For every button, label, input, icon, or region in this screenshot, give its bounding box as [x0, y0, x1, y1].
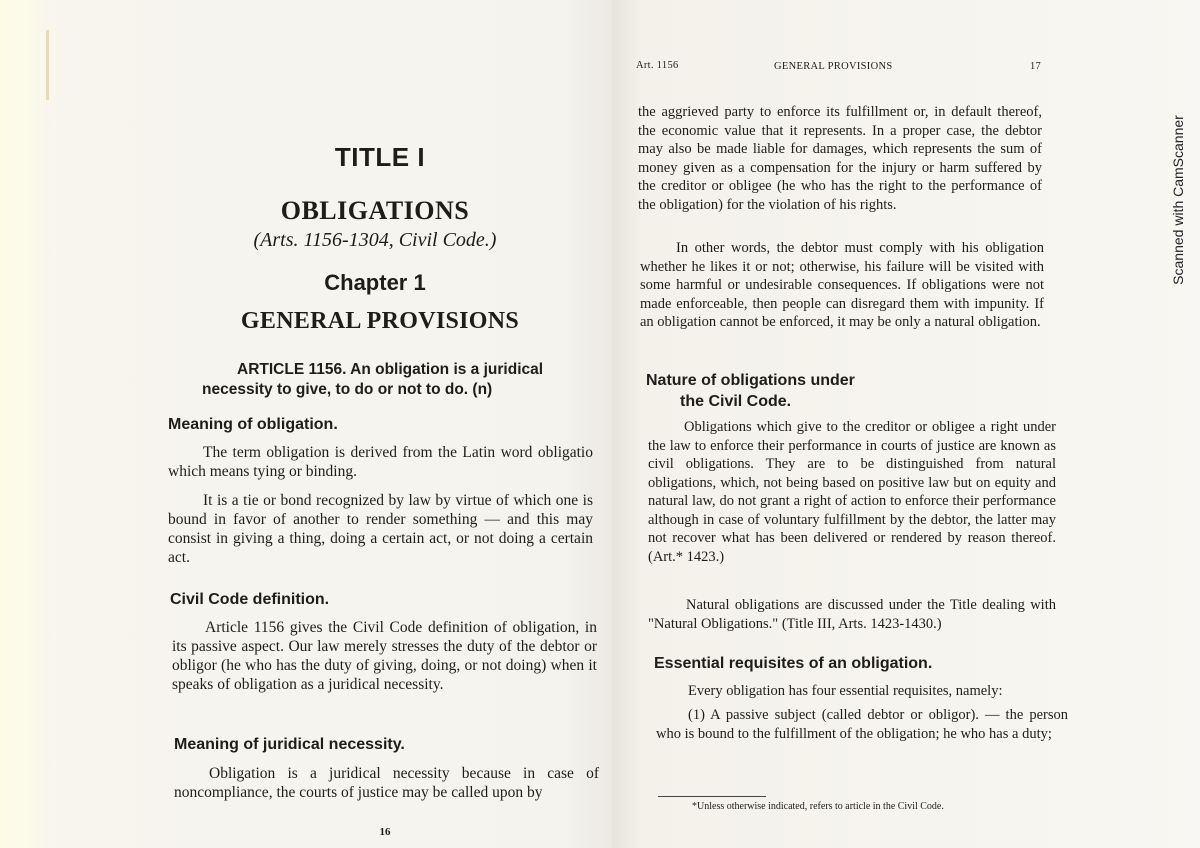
section-heading: Meaning of obligation. — [168, 416, 338, 433]
articles-range: (Arts. 1156-1304, Civil Code.) — [253, 229, 497, 251]
obligations-heading: OBLIGATIONS — [280, 196, 470, 225]
section-heading: Meaning of juridical necessity. — [174, 736, 405, 753]
running-head-page-number: 17 — [1030, 61, 1042, 72]
body-paragraph: Every obligation has four essential requisites, namely: — [688, 683, 1003, 699]
section-paragraph: Article 1156 gives the Civil Code definition of obligation, in its passive aspect. Our law merely stresses the duty of the debtor or obligor (he who has the duty of giving, doing, or not doing) when it speaks of obligation as a juridical necessity. — [172, 619, 597, 693]
footnote: *Unless otherwise indicated, refers to article in the Civil Code. — [692, 801, 944, 812]
section-paragraph: The term obligation is derived from the Latin word obligatio which means tying or binding. — [168, 444, 593, 480]
body-paragraph: the aggrieved party to enforce its fulfillment or, in default thereof, the economic value that it represents. In a proper case, the debtor may also be made liable for damages, which represents the sum of money given as a compensation for the injury or harm suffered by the creditor or obligee (he who has the right to the performance of the obligation) for the violation of his rights. — [638, 104, 1042, 213]
body-paragraph: Obligations which give to the creditor or obligee a right under the law to enforce their performance in courts of justice are known as civil obligations. They are to be distinguished from natural obligations, which, not being based on positive law but on equity and natural law, do not grant a right of action to enforce their performance although in case of voluntary fulfillment by the debtor, the latter may not recover what has been delivered or rendered by reason thereof. (Art.* 1423.) — [648, 419, 1056, 565]
page-edge-mark — [46, 30, 49, 100]
running-head-left: Art. 1156 — [636, 60, 679, 71]
article-1156: ARTICLE 1156. An obligation is a juridical necessity to give, to do or not to do. (n) — [202, 361, 544, 398]
section-paragraph: Obligation is a juridical necessity because in case of noncompliance, the courts of justice may be called upon by — [174, 765, 599, 801]
section-heading-line: Nature of obligations under — [646, 372, 855, 389]
scanner-watermark: Scanned with CamScanner — [1170, 115, 1186, 285]
chapter-label: Chapter 1 — [324, 270, 426, 295]
page-number: 16 — [379, 826, 391, 838]
section-heading: Essential requisites of an obligation. — [654, 655, 933, 672]
chapter-title: GENERAL PROVISIONS — [240, 308, 520, 334]
body-paragraph: Natural obligations are discussed under the Title dealing with "Natural Obligations." (Title III, Arts. 1423-1430.) — [648, 597, 1056, 632]
body-paragraph: In other words, the debtor must comply with his obligation whether he likes it or not; otherwise, his failure will be visited with some harmful or undesirable consequences. If obligations were not made enforceable, then people can disregard them with impunity. If an obligation cannot be enforced, it may be only a natural obligation. — [640, 240, 1044, 330]
requisite-item: (1) A passive subject (called debtor or obligor). — the person who is bound to the fulfillment of the obligation; he who has a duty; — [656, 707, 1068, 742]
title-heading: TITLE I — [334, 142, 426, 172]
section-paragraph: It is a tie or bond recognized by law by virtue of which one is bound in favor of another to render something — and this may consist in giving a thing, doing a certain act, or not doing a certain act. — [168, 492, 593, 566]
right-page — [612, 0, 1200, 848]
footnote-rule — [658, 796, 766, 797]
section-heading-line: the Civil Code. — [680, 393, 792, 410]
running-head-center: GENERAL PROVISIONS — [774, 61, 893, 72]
section-heading: Civil Code definition. — [170, 591, 330, 608]
